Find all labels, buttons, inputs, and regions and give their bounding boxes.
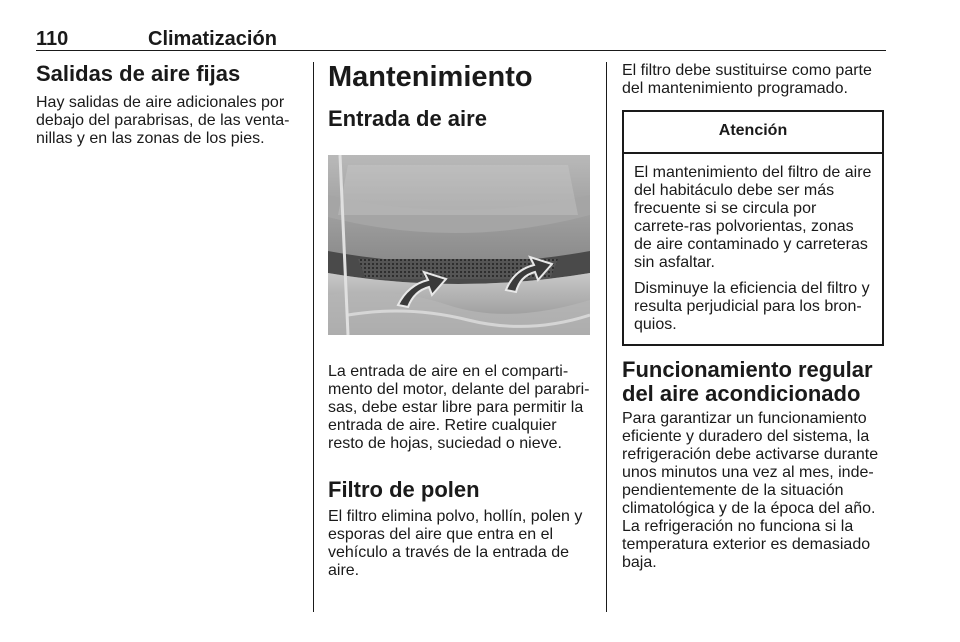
notice-paragraph: El mantenimiento del filtro de aire del habitáculo debe ser más frecuente si se circula por carrete-ras polvorientas, zonas de aire contaminado y carreteras sin asfaltar. [634,164,872,271]
notice-body [624,154,882,344]
subheading-air-inlet: Entrada de aire [328,106,487,131]
subheading-pollen-filter: Filtro de polen [328,477,480,502]
column-left [36,62,296,148]
column-right [622,62,884,572]
section-heading-maintenance: Mantenimiento [328,61,533,93]
column-divider [606,62,607,612]
column-middle [328,62,590,580]
section-heading-fixed-vents: Salidas de aire fijas [36,61,241,86]
air-inlet-text: La entrada de aire en el comparti-mento del motor, delante del parabri-sas, debe estar libre para permitir la entrada de aire. Retire cualquier resto de hojas, suciedad o nieve. [328,363,590,452]
notice-paragraph: Disminuye la eficiencia del filtro y resulta perjudicial para los bron-quios. [634,280,870,333]
column-divider [313,62,314,612]
fixed-vents-text: Hay salidas de aire adicionales por debajo del parabrisas, de las venta-nillas y en las zonas de los pies. [36,94,290,147]
subheading-ac-operation: Funcionamiento regular del aire acondicionado [622,357,873,406]
notice-title: Atención [624,112,882,154]
air-inlet-image [328,155,590,335]
page-header [36,24,886,51]
filter-intro-text: El filtro debe sustituirse como parte del mantenimiento programado. [622,62,872,97]
ac-operation-text: Para garantizar un funcionamiento eficiente y duradero del sistema, la refrigeración debe activarse durante unos minutos una vez al mes, inde-pendientemente de la situación climatológica y de la época del año. La refrigeración no funciona si la temperatura exterior es demasiado baja. [622,410,879,571]
pollen-filter-text: El filtro elimina polvo, hollín, polen y esporas del aire que entra en el vehículo a través de la entrada de aire. [328,508,583,579]
air-inlet-illustration [328,155,590,335]
chapter-title: Climatización [148,28,277,50]
notice-box [622,110,884,346]
page-number: 110 [36,28,69,50]
